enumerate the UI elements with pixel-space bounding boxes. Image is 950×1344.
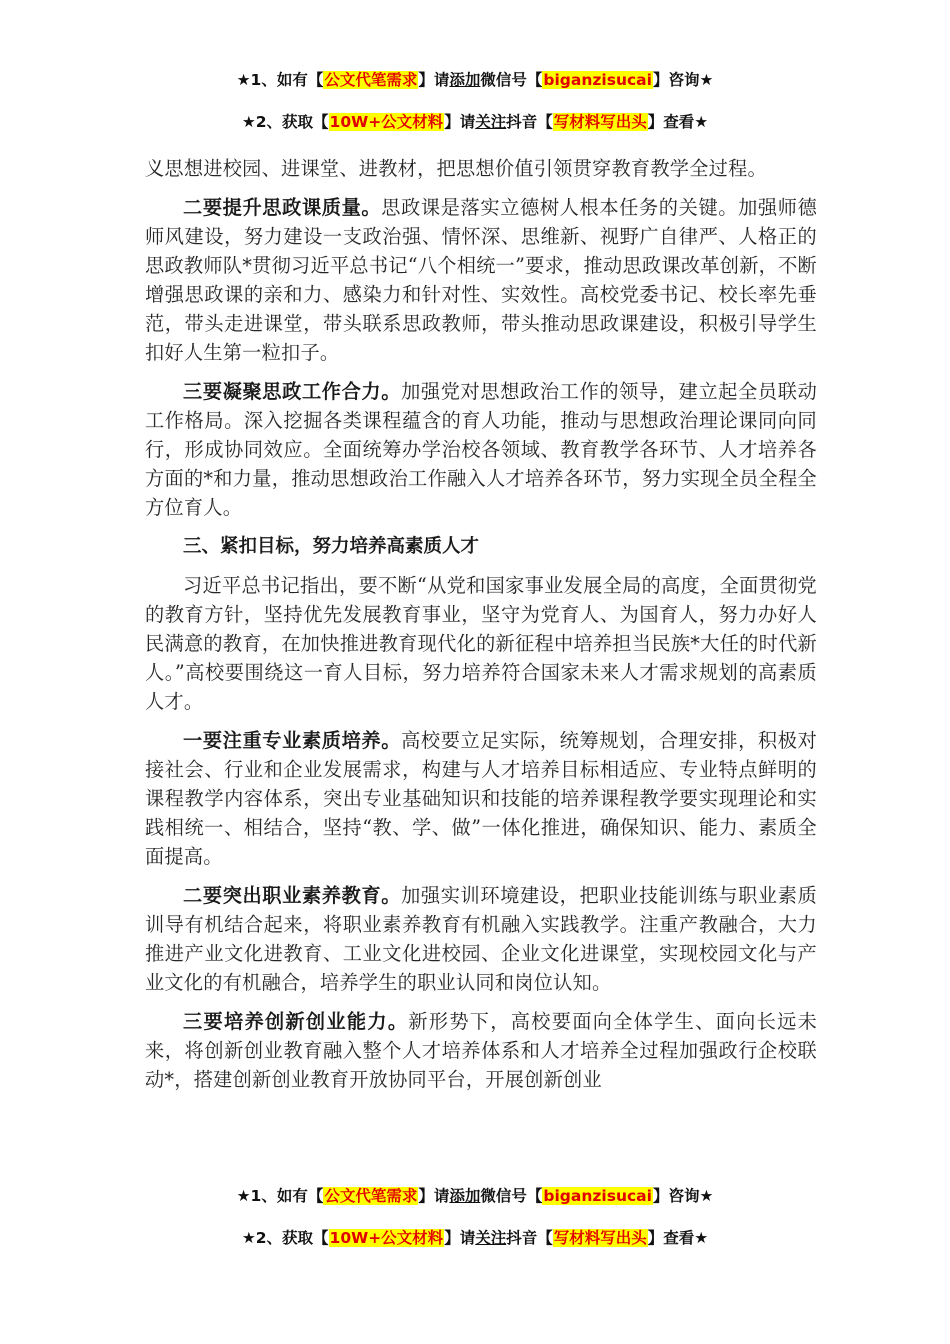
promo-highlight: biganzisucai (543, 71, 652, 89)
promo-text: 抖音【 (506, 1229, 553, 1247)
promo-text: ★1、如有【 (236, 71, 324, 89)
document-body (145, 154, 817, 1104)
promo-highlight: biganzisucai (543, 1187, 652, 1205)
promo-highlight: 10W+公文材料 (329, 1229, 444, 1247)
paragraph (145, 193, 817, 367)
paragraph (145, 1007, 817, 1094)
paragraph-text: 加强党对思想政治工作的领导，建立起全员联动工作格局。深入挖掘各类课程蕴含的育人功能，推动与思想政治理论课同向同行，形成协同效应。全面统筹办学治校各领域、教育教学各环节、人才培养各方面的*和力量，推动思想政治工作融入人才培养各环节，努力实现全员全程全方位育人。 (145, 380, 818, 519)
paragraph-text: 高校要立足实际，统筹规划，合理安排，积极对接社会、行业和企业发展需求，构建与人才培养目标相适应、专业特点鲜明的课程教学内容体系，突出专业基础知识和技能的培养课程教学要实现理论和实践相统一、相结合，坚持“教、学、做”一体化推进，确保知识、能力、素质全面提高。 (145, 729, 818, 868)
promo-text: 】查看★ (647, 113, 709, 131)
promo-text: 】咨询★ (652, 1187, 714, 1205)
promo-underlined: 关注 (475, 113, 507, 131)
promo-text: 抖音【 (506, 113, 553, 131)
paragraph (145, 377, 817, 522)
paragraph: 习近平总书记指出，要不断“从党和国家事业发展全局的高度，全面贯彻党的教育方针，坚持优先发展教育事业，坚守为党育人、为国育人，努力办好人民满意的教育，在加快推进教育现代化的新征程中培养担当民族*大任的时代新人。”高校要围绕这一育人目标，努力培养符合国家未来人才需求规划的高素质人才。 (145, 574, 817, 713)
promo-text: ★2、获取【 (241, 113, 329, 131)
promo-text: 】请 (418, 1187, 450, 1205)
promo-text: 】请 (418, 71, 450, 89)
promo-text: ★2、获取【 (241, 1229, 329, 1247)
promo-text: 】查看★ (647, 1229, 709, 1247)
section-heading: 三、紧扣目标，努力培养高素质人才 (183, 536, 480, 557)
promo-text: 微信号【 (480, 1187, 543, 1205)
paragraph-lead: 二要突出职业素养教育。 (183, 884, 402, 907)
promo-underlined: 关注 (475, 1229, 507, 1247)
promo-highlight: 写材料写出头 (553, 113, 647, 131)
paragraph-lead: 三要凝聚思政工作合力。 (183, 380, 402, 403)
footer-promo-line-2 (0, 1226, 950, 1250)
paragraph-text: 新形势下，高校要面向全体学生、面向长远未来，将创新创业教育融入整个人才培养体系和人才培养全过程加强政行企校联动*，搭建创新创业教育开放协同平台，开展创新创业 (145, 1010, 818, 1091)
promo-highlight: 写材料写出头 (553, 1229, 647, 1247)
paragraph (145, 726, 817, 871)
promo-highlight: 10W+公文材料 (329, 113, 444, 131)
promo-text: ★1、如有【 (236, 1187, 324, 1205)
promo-text: 微信号【 (480, 71, 543, 89)
paragraph-text: 思政课是落实立德树人根本任务的关键。加强师德师风建设，努力建设一支政治强、情怀深、思维新、视野广自律严、人格正的思政教师队*贯彻习近平总书记“八个相统一”要求，推动思政课改革创新，不断增强思政课的亲和力、感染力和针对性、实效性。高校党委书记、校长率先垂范，带头走进课堂，带头联系思政教师，带头推动思政课建设，积极引导学生扣好人生第一粒扣子。 (145, 196, 818, 364)
header-promo-line-2 (0, 110, 950, 134)
promo-text: 】请 (444, 1229, 476, 1247)
paragraph-lead: 三要培养创新创业能力。 (183, 1010, 409, 1033)
paragraph (145, 881, 817, 997)
promo-underlined: 添加 (449, 1187, 481, 1205)
promo-text: 】咨询★ (652, 71, 714, 89)
paragraph-lead: 二要提升思政课质量。 (183, 196, 382, 219)
footer-promo-line-1 (0, 1184, 950, 1208)
promo-highlight: 公文代笔需求 (324, 1187, 418, 1205)
paragraph-lead: 一要注重专业素质培养。 (183, 729, 402, 752)
paragraph-text: 加强实训环境建设，把职业技能训练与职业素质训导有机结合起来，将职业素养教育有机融入实践教学。注重产教融合，大力推进产业文化进教育、工业文化进校园、企业文化进课堂，实现校园文化与产业文化的有机融合，培养学生的职业认同和岗位认知。 (145, 884, 818, 994)
header-promo-line-1 (0, 68, 950, 92)
promo-highlight: 公文代笔需求 (324, 71, 418, 89)
paragraph: 义思想进校园、进课堂、进教材，把思想价值引领贯穿教育教学全过程。 (145, 157, 767, 180)
promo-underlined: 添加 (449, 71, 481, 89)
promo-text: 】请 (444, 113, 476, 131)
